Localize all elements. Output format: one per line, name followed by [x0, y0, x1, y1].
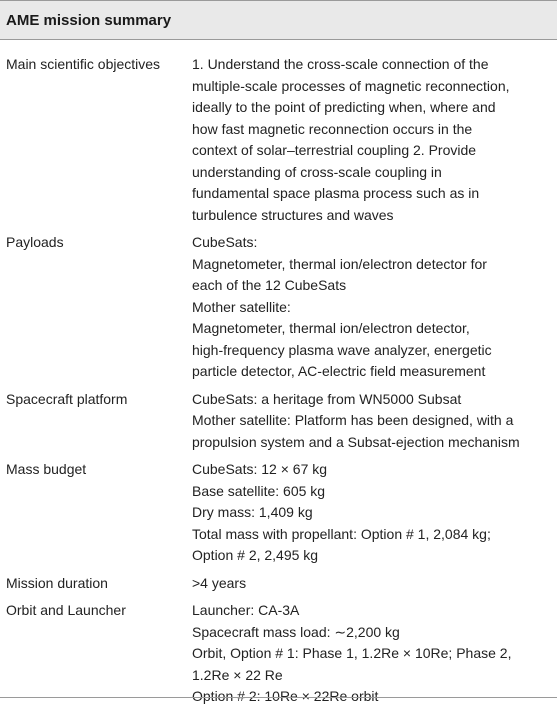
table-row-payloads — [0, 232, 557, 383]
value-line: particle detector, AC-electric field measurement — [192, 363, 486, 379]
row-value — [192, 573, 552, 595]
value-line: Total mass with propellant: Option # 1, 2,084 kg; — [192, 525, 491, 542]
value-line: Mother satellite: Platform has been designed, with a — [192, 412, 514, 428]
value-line: Magnetometer, thermal ion/electron detector for — [192, 255, 487, 272]
value-line: Dry mass: 1,409 kg — [192, 504, 313, 520]
table-row-orbit-launcher — [0, 600, 557, 708]
value-line: Base satellite: 605 kg — [192, 482, 326, 499]
table-row-mission-duration — [0, 573, 557, 595]
row-value — [192, 54, 552, 226]
table-row-objectives — [0, 54, 557, 226]
value-line: CubeSats: — [192, 234, 258, 250]
value-line: Magnetometer, thermal ion/electron detector, — [192, 320, 470, 336]
value-line: 1.2Re × 22 Re — [192, 666, 283, 683]
value-line: multiple-scale processes of magnetic reconnection, — [192, 77, 510, 94]
row-value — [192, 459, 552, 567]
row-value — [192, 232, 552, 383]
row-label: Main scientific objectives — [6, 56, 161, 72]
value-line: CubeSats: 12 × 67 kg — [192, 461, 328, 477]
value-line: >4 years — [192, 574, 247, 591]
value-line: ideally to the point of predicting when, where and — [192, 99, 496, 115]
row-label: Spacecraft platform — [6, 390, 128, 407]
value-line: understanding of cross-scale coupling in — [192, 163, 442, 180]
value-line: how fast magnetic reconnection occurs in the — [192, 120, 473, 137]
value-line: context of solar–terrestrial coupling 2. Provide — [192, 142, 477, 158]
table-title: AME mission summary — [6, 11, 172, 29]
value-line: turbulence structures and waves — [192, 206, 394, 223]
row-value — [192, 389, 552, 454]
value-line: high-frequency plasma wave analyzer, energetic — [192, 341, 492, 358]
value-line: fundamental space plasma process such as in — [192, 185, 480, 201]
row-label: Orbit and Launcher — [6, 602, 126, 618]
table-row-mass-budget — [0, 459, 557, 567]
value-line: Option # 2, 2,495 kg — [192, 547, 319, 563]
table-header — [0, 0, 557, 40]
value-line: 1. Understand the cross-scale connection of the — [192, 56, 489, 72]
value-line: Option # 2: 10Re × 22Re orbit — [192, 688, 379, 704]
table-row-platform — [0, 389, 557, 454]
value-line: Mother satellite: — [192, 298, 291, 315]
value-line: propulsion system and a Subsat-ejection mechanism — [192, 433, 520, 450]
row-label: Mission duration — [6, 574, 108, 591]
value-line: CubeSats: a heritage from WN5000 Subsat — [192, 390, 462, 407]
value-line: Orbit, Option # 1: Phase 1, 1.2Re × 10Re; Phase 2, — [192, 645, 512, 661]
row-value — [192, 600, 552, 708]
value-line: Launcher: CA-3A — [192, 602, 300, 618]
table-body — [0, 40, 557, 708]
table-bottom-rule — [0, 697, 557, 698]
value-line: Spacecraft mass load: ∼2,200 kg — [192, 623, 400, 640]
row-label: Mass budget — [6, 461, 87, 477]
value-line: each of the 12 CubeSats — [192, 277, 347, 293]
row-label: Payloads — [6, 234, 64, 250]
